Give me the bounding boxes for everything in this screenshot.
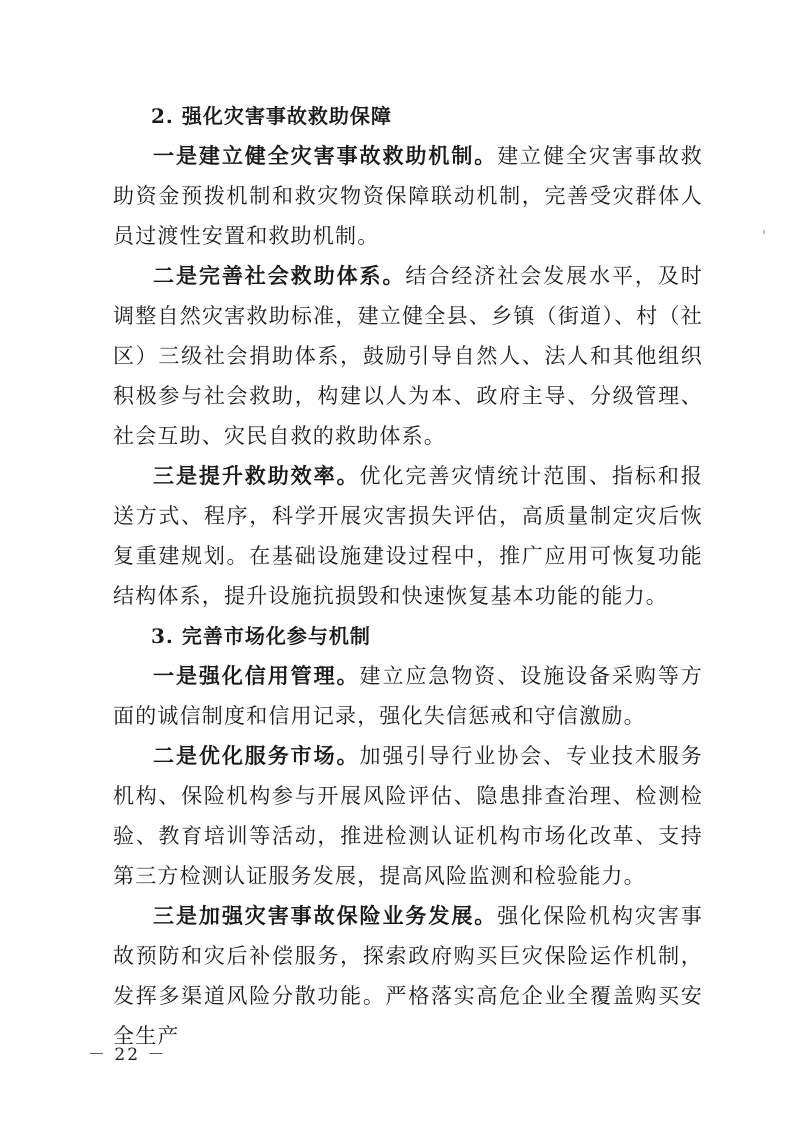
paragraph-lead: 一是强化信用管理。 [153, 663, 360, 688]
paragraph-body: 建立健全灾害事故救助资金预拨机制和救灾物资保障联动机制，完善受灾群体人员过渡性安置和救助机制。 [113, 144, 703, 248]
paragraph [113, 456, 703, 616]
paragraph [113, 656, 703, 736]
paragraph-body: 强化保险机构灾害事故预防和灾后补偿服务，探索政府购买巨灾保险运作机制，发挥多渠道风险分散功能。严格落实高危企业全覆盖购买安全生产 [113, 904, 703, 1048]
section-market-participation [113, 616, 703, 1056]
paragraph-body: 建立应急物资、设施设备采购等方面的诚信制度和信用记录，强化失信惩戒和守信激励。 [113, 664, 703, 728]
paragraph [113, 896, 703, 1056]
paragraph-lead: 三是加强灾害事故保险业务发展。 [153, 903, 498, 928]
paragraph-lead: 二是优化服务市场。 [153, 743, 360, 768]
paragraph [113, 136, 703, 256]
paragraph-lead: 二是完善社会救助体系。 [153, 263, 406, 288]
page-number: － 22 － [88, 1045, 167, 1065]
page-content [113, 96, 703, 1056]
paragraph-lead: 三是提升救助效率。 [153, 463, 360, 488]
scan-mark [763, 230, 765, 234]
paragraph [113, 256, 703, 456]
section-disaster-relief [113, 96, 703, 616]
paragraph-lead: 一是建立健全灾害事故救助机制。 [153, 143, 498, 168]
paragraph-body: 加强引导行业协会、专业技术服务机构、保险机构参与开展风险评估、隐患排查治理、检测检验、教育培训等活动，推进检测认证机构市场化改革、支持第三方检测认证服务发展，提高风险监测和检验能力。 [113, 744, 703, 888]
paragraph [113, 736, 703, 896]
section-heading: 2. 强化灾害事故救助保障 [151, 104, 392, 128]
section-heading: 3. 完善市场化参与机制 [151, 624, 371, 648]
paragraph-body: 结合经济社会发展水平，及时调整自然灾害救助标准，建立健全县、乡镇（街道）、村（社区）三级社会捐助体系，鼓励引导自然人、法人和其他组织积极参与社会救助，构建以人为本、政府主导、分级管理、社会互助、灾民自救的救助体系。 [113, 264, 703, 448]
paragraph-body: 优化完善灾情统计范围、指标和报送方式、程序，科学开展灾害损失评估，高质量制定灾后恢复重建规划。在基础设施建设过程中，推广应用可恢复功能结构体系，提升设施抗损毁和快速恢复基本功能的能力。 [113, 464, 703, 608]
